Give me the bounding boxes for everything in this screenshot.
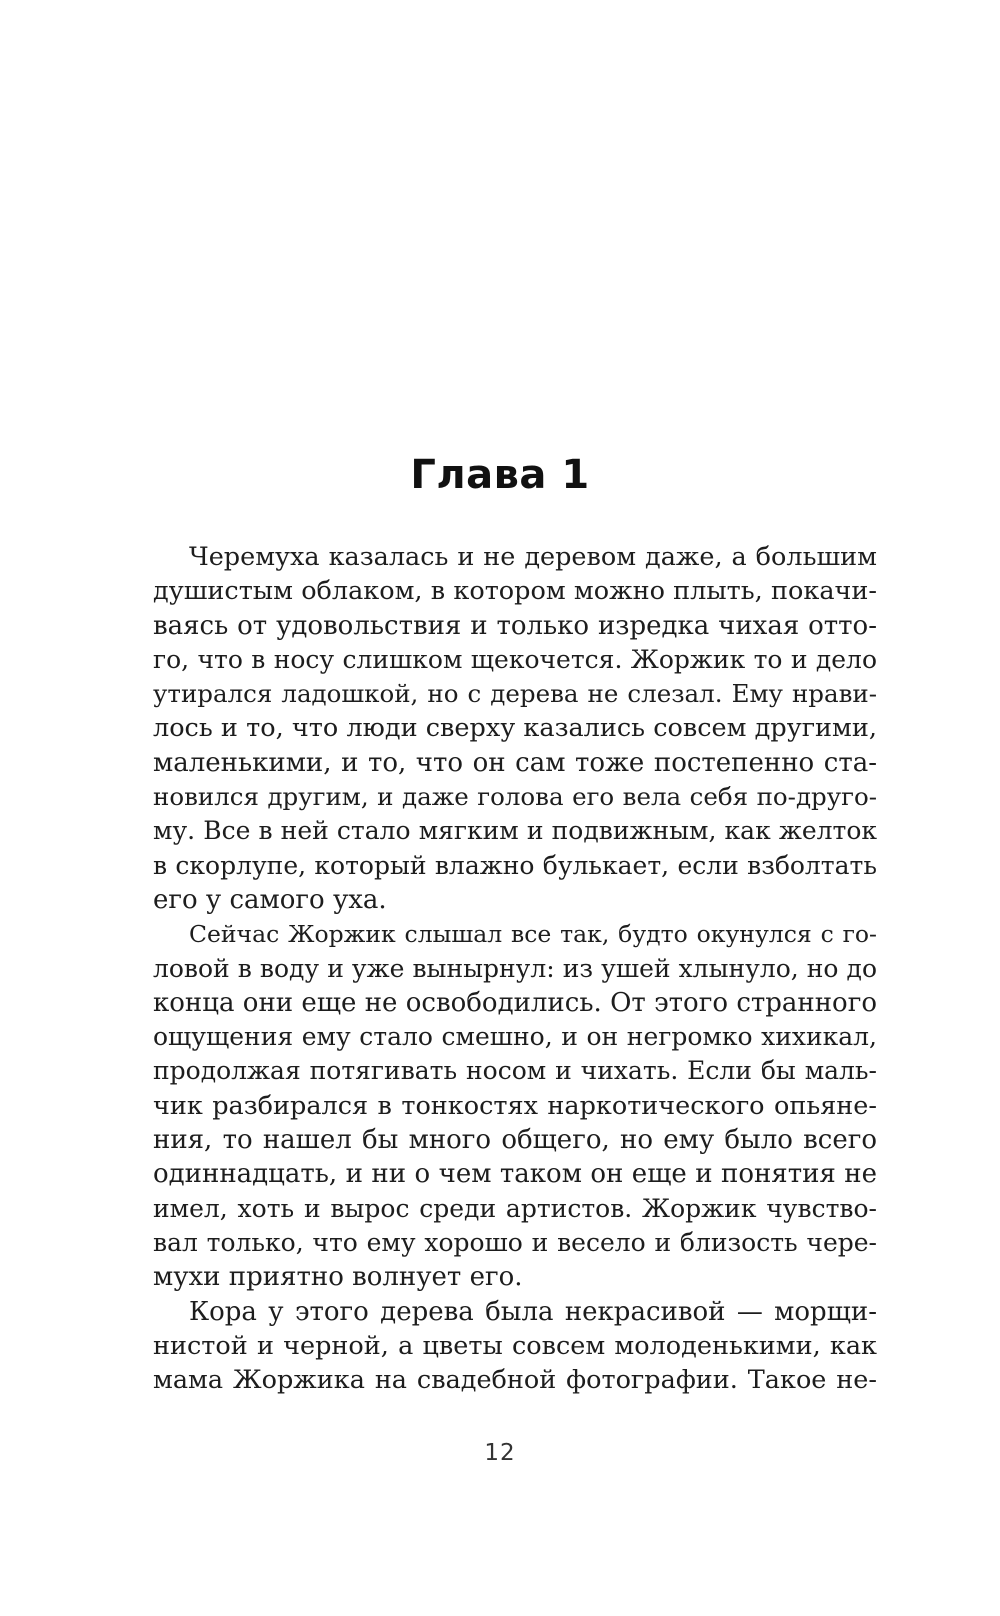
- text-line: ощущения ему стало смешно, и он негромко хихикал,: [153, 1022, 877, 1052]
- text-line: имел, хоть и вырос среди артистов. Жоржик чувство-: [153, 1193, 877, 1223]
- text-line: в скорлупе, который влажно булькает, если взболтать: [153, 850, 877, 880]
- text-line: го, что в носу слишком щекочется. Жоржик то и дело: [153, 644, 877, 674]
- text-line: новился другим, и даже голова его вела себя по-друго-: [153, 782, 877, 812]
- text-line: мухи приятно волнует его.: [153, 1262, 523, 1293]
- text-line: одиннадцать, и ни о чем таком он еще и понятия не: [153, 1159, 877, 1190]
- text-line: Кора у этого дерева была некрасивой — морщи-: [189, 1296, 877, 1327]
- text-line: его у самого уха.: [153, 884, 387, 915]
- text-line: ваясь от удовольствия и только изредка чихая отто-: [153, 610, 877, 641]
- text-line: ловой в воду и уже вынырнул: из ушей хлынуло, но до: [153, 953, 877, 983]
- text-line: утирался ладошкой, но с дерева не слезал. Ему нрави-: [153, 679, 877, 709]
- chapter-title: Глава 1: [410, 452, 590, 498]
- text-line: му. Все в ней стало мягким и подвижным, как желток: [153, 816, 877, 846]
- text-line: маленькими, и то, что он сам тоже постепенно ста-: [153, 747, 877, 778]
- text-line: продолжая потягивать носом и чихать. Если бы маль-: [153, 1056, 877, 1086]
- text-line: лось и то, что люди сверху казались совсем другими,: [153, 713, 877, 744]
- text-line: ния, то нашел бы много общего, но ему было всего: [153, 1125, 877, 1156]
- text-line: вал только, что ему хорошо и весело и близость чере-: [153, 1227, 877, 1257]
- text-line: Черемуха казалась и не деревом даже, а большим: [189, 542, 877, 572]
- text-line: Сейчас Жоржик слышал все так, будто окунулся с го-: [189, 920, 877, 949]
- body-text: [153, 540, 877, 1397]
- text-line: нистой и черной, а цветы совсем молоденькими, как: [153, 1330, 877, 1361]
- text-line: мама Жоржика на свадебной фотографии. Такое не-: [153, 1365, 877, 1396]
- page-number: 12: [484, 1440, 516, 1466]
- text-line: душистым облаком, в котором можно плыть, покачи-: [153, 576, 877, 607]
- text-line: конца они еще не освободились. От этого странного: [153, 987, 877, 1018]
- text-line: чик разбирался в тонкостях наркотического опьяне-: [153, 1090, 877, 1121]
